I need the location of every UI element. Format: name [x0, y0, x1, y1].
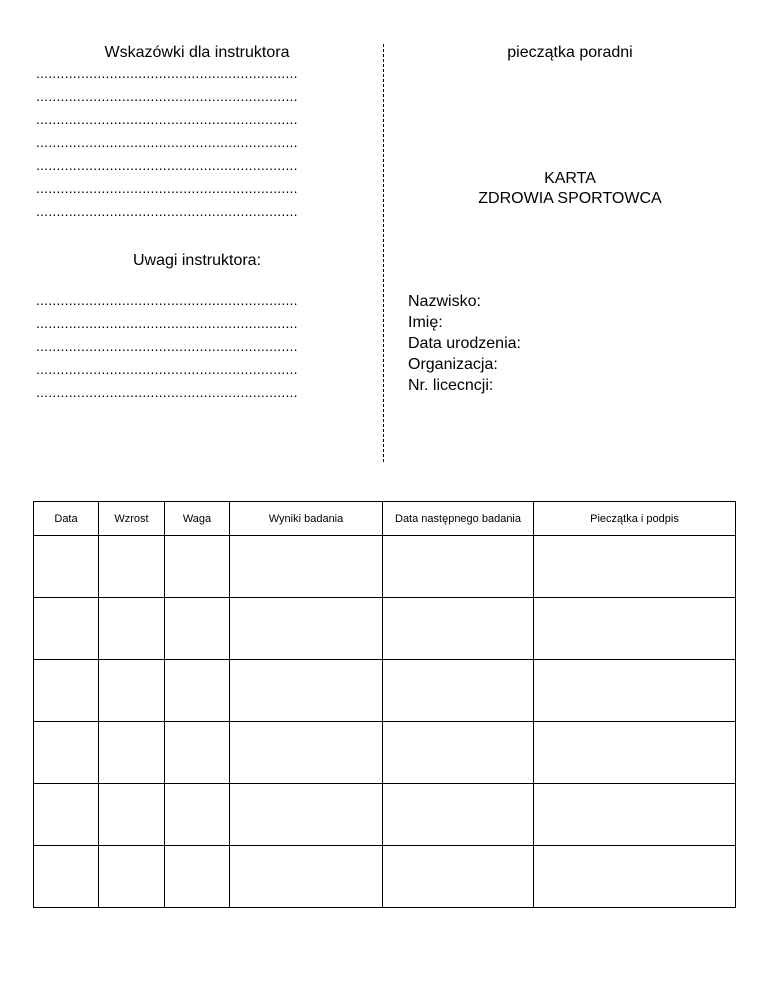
- table-header-row: [34, 502, 736, 536]
- cell-date[interactable]: [34, 536, 99, 598]
- cell-stamp-signature[interactable]: [534, 536, 736, 598]
- cut-line-divider: [383, 44, 384, 462]
- table-row: [34, 536, 736, 598]
- cell-weight[interactable]: [165, 536, 230, 598]
- cell-stamp-signature[interactable]: [534, 784, 736, 846]
- first-name-field[interactable]: Imię:: [408, 314, 443, 331]
- instructions-line[interactable]: ................................................................: [36, 158, 298, 172]
- column-header-height: Wzrost: [99, 502, 165, 536]
- cell-next-date[interactable]: [383, 598, 534, 660]
- card-title-line2: ZDROWIA SPORTOWCA: [478, 190, 662, 207]
- cell-next-date[interactable]: [383, 784, 534, 846]
- cell-results[interactable]: [230, 536, 383, 598]
- cell-height[interactable]: [99, 846, 165, 908]
- cell-height[interactable]: [99, 784, 165, 846]
- instructions-heading: Wskazówki dla instruktora: [104, 44, 290, 61]
- remarks-line[interactable]: ................................................................: [36, 293, 298, 307]
- cell-next-date[interactable]: [383, 536, 534, 598]
- surname-field[interactable]: Nazwisko:: [408, 293, 481, 310]
- birth-date-field[interactable]: Data urodzenia:: [408, 335, 521, 352]
- cell-weight[interactable]: [165, 660, 230, 722]
- cell-results[interactable]: [230, 846, 383, 908]
- cell-date[interactable]: [34, 784, 99, 846]
- cell-stamp-signature[interactable]: [534, 846, 736, 908]
- cell-next-date[interactable]: [383, 722, 534, 784]
- column-header-results: Wyniki badania: [230, 502, 383, 536]
- cell-stamp-signature[interactable]: [534, 660, 736, 722]
- cell-weight[interactable]: [165, 598, 230, 660]
- cell-date[interactable]: [34, 846, 99, 908]
- health-record-table: [33, 501, 736, 908]
- cell-results[interactable]: [230, 660, 383, 722]
- remarks-line[interactable]: ................................................................: [36, 316, 298, 330]
- instructions-line[interactable]: ................................................................: [36, 66, 298, 80]
- clinic-stamp-label: pieczątka poradni: [507, 44, 633, 61]
- column-header-stamp-signature: Pieczątka i podpis: [534, 502, 736, 536]
- table-row: [34, 722, 736, 784]
- remarks-line[interactable]: ................................................................: [36, 339, 298, 353]
- cell-height[interactable]: [99, 536, 165, 598]
- cell-height[interactable]: [99, 598, 165, 660]
- remarks-line[interactable]: ................................................................: [36, 362, 298, 376]
- remarks-line[interactable]: ................................................................: [36, 385, 298, 399]
- instructions-line[interactable]: ................................................................: [36, 135, 298, 149]
- cell-height[interactable]: [99, 722, 165, 784]
- cell-stamp-signature[interactable]: [534, 598, 736, 660]
- instructions-line[interactable]: ................................................................: [36, 112, 298, 126]
- remarks-heading: Uwagi instruktora:: [132, 252, 262, 269]
- cell-date[interactable]: [34, 598, 99, 660]
- table-row: [34, 660, 736, 722]
- column-header-weight: Waga: [165, 502, 230, 536]
- cell-weight[interactable]: [165, 722, 230, 784]
- license-number-field[interactable]: Nr. licecncji:: [408, 377, 494, 394]
- cell-results[interactable]: [230, 598, 383, 660]
- instructions-line[interactable]: ................................................................: [36, 181, 298, 195]
- instructions-line[interactable]: ................................................................: [36, 204, 298, 218]
- cell-weight[interactable]: [165, 784, 230, 846]
- card-title-line1: KARTA: [544, 170, 596, 187]
- cell-height[interactable]: [99, 660, 165, 722]
- table-row: [34, 784, 736, 846]
- cell-results[interactable]: [230, 784, 383, 846]
- cell-results[interactable]: [230, 722, 383, 784]
- column-header-date: Data: [34, 502, 99, 536]
- table-row: [34, 598, 736, 660]
- instructions-line[interactable]: ................................................................: [36, 89, 298, 103]
- cell-next-date[interactable]: [383, 660, 534, 722]
- cell-date[interactable]: [34, 660, 99, 722]
- column-header-next-date: Data następnego badania: [383, 502, 534, 536]
- cell-stamp-signature[interactable]: [534, 722, 736, 784]
- cell-weight[interactable]: [165, 846, 230, 908]
- cell-next-date[interactable]: [383, 846, 534, 908]
- cell-date[interactable]: [34, 722, 99, 784]
- table-row: [34, 846, 736, 908]
- organization-field[interactable]: Organizacja:: [408, 356, 498, 373]
